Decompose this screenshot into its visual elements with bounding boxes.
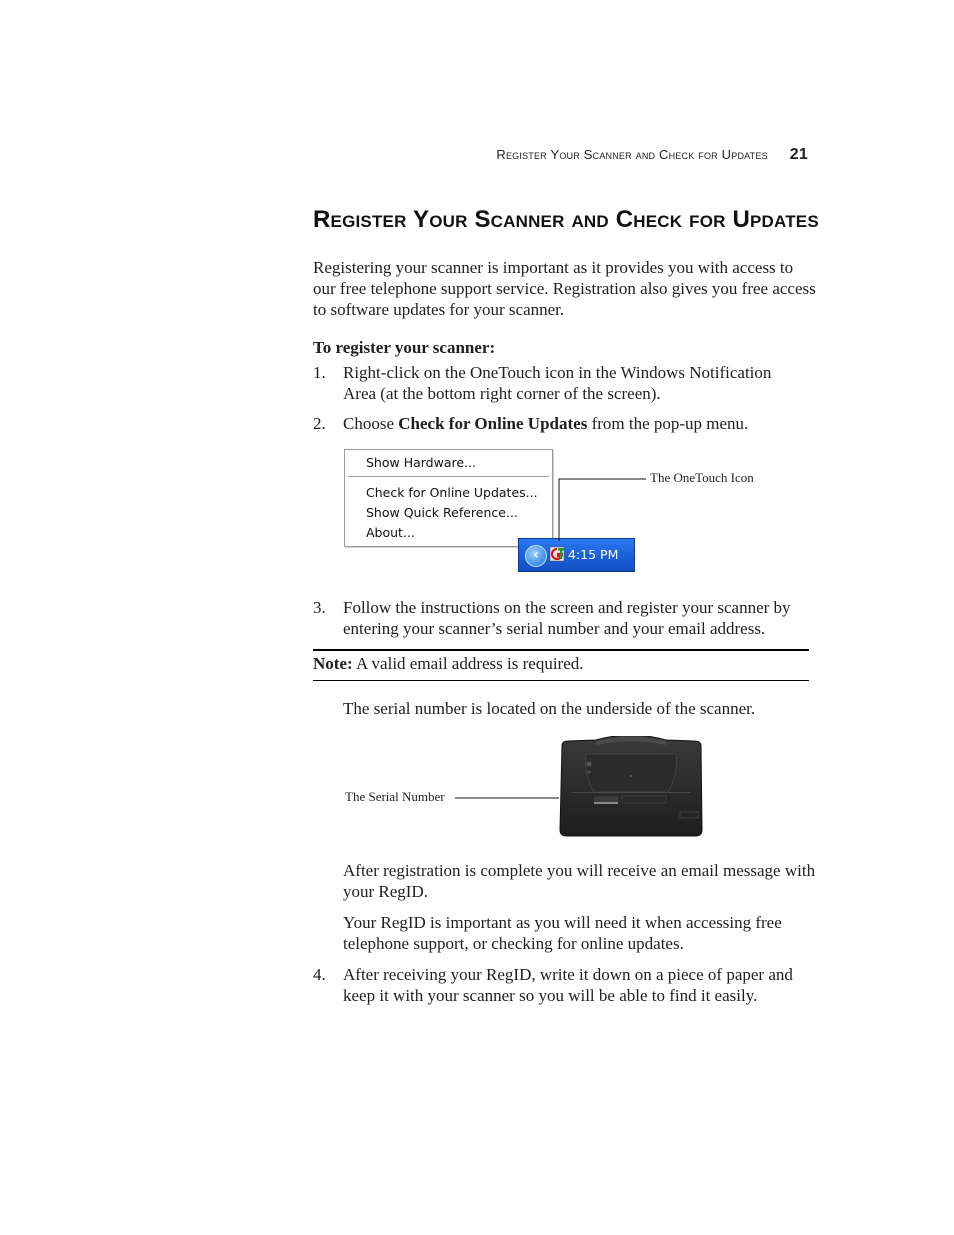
step-1-number: 1. bbox=[313, 363, 326, 382]
serial-number-callout-line bbox=[454, 792, 560, 804]
step-3-line-1: Follow the instructions on the screen and register your scanner by bbox=[343, 598, 791, 617]
intro-line-3: to software updates for your scanner. bbox=[313, 300, 565, 319]
step-2-text bbox=[343, 413, 748, 434]
note-bottom-rule bbox=[313, 680, 809, 681]
intro-line-1: Registering your scanner is important as it provides you with access to bbox=[313, 258, 794, 277]
note-top-rule bbox=[313, 649, 809, 651]
step-2-before: Choose bbox=[343, 414, 399, 433]
onetouch-callout-line bbox=[555, 476, 647, 542]
onetouch-icon[interactable] bbox=[549, 545, 565, 565]
intro-line-2: our free telephone support service. Registration also gives you free access bbox=[313, 279, 816, 298]
popup-menu bbox=[344, 449, 553, 547]
menu-item-show-quick-reference[interactable]: Show Quick Reference... bbox=[366, 505, 518, 520]
regid-importance-line-1: Your RegID is important as you will need it when accessing free bbox=[343, 913, 782, 932]
menu-item-check-online-updates[interactable]: Check for Online Updates... bbox=[366, 485, 538, 500]
note-label: Note: bbox=[313, 654, 353, 673]
serial-number-callout: The Serial Number bbox=[345, 789, 445, 804]
serial-location-text: The serial number is located on the underside of the scanner. bbox=[343, 699, 756, 718]
scanner-underside-image bbox=[556, 736, 706, 838]
section-title: Register Your Scanner and Check for Updates bbox=[313, 206, 819, 233]
show-hidden-icons-arrow-icon[interactable]: ‹ bbox=[525, 545, 547, 567]
running-title: Register Your Scanner and Check for Updates bbox=[496, 147, 768, 162]
after-registration-line-1: After registration is complete you will receive an email message with bbox=[343, 861, 816, 880]
page-number: 21 bbox=[789, 146, 808, 163]
step-2-bold: Check for Online Updates bbox=[398, 414, 588, 433]
step-4-line-2: keep it with your scanner so you will be able to find it easily. bbox=[343, 986, 758, 1005]
step-4-number: 4. bbox=[313, 965, 326, 984]
procedure-heading: To register your scanner: bbox=[313, 338, 496, 357]
step-2-number: 2. bbox=[313, 414, 326, 433]
note bbox=[313, 653, 584, 674]
step-1-line-1: Right-click on the OneTouch icon in the Windows Notification bbox=[343, 363, 772, 382]
step-2-after: from the pop-up menu. bbox=[587, 414, 749, 433]
step-1-line-2: Area (at the bottom right corner of the screen). bbox=[343, 384, 661, 403]
onetouch-icon-callout: The OneTouch Icon bbox=[650, 470, 754, 485]
note-text: A valid email address is required. bbox=[352, 654, 584, 673]
clock-time[interactable]: 4:15 PM bbox=[568, 547, 619, 562]
after-registration-line-2: your RegID. bbox=[343, 882, 428, 901]
running-header bbox=[300, 146, 808, 164]
regid-importance-line-2: telephone support, or checking for online updates. bbox=[343, 934, 684, 953]
notification-area bbox=[518, 538, 635, 572]
step-4-line-1: After receiving your RegID, write it down on a piece of paper and bbox=[343, 965, 793, 984]
step-3-number: 3. bbox=[313, 598, 326, 617]
menu-separator bbox=[348, 476, 549, 477]
step-3-line-2: entering your scanner’s serial number and your email address. bbox=[343, 619, 766, 638]
menu-item-show-hardware[interactable]: Show Hardware... bbox=[366, 455, 476, 470]
menu-item-about[interactable]: About... bbox=[366, 525, 415, 540]
